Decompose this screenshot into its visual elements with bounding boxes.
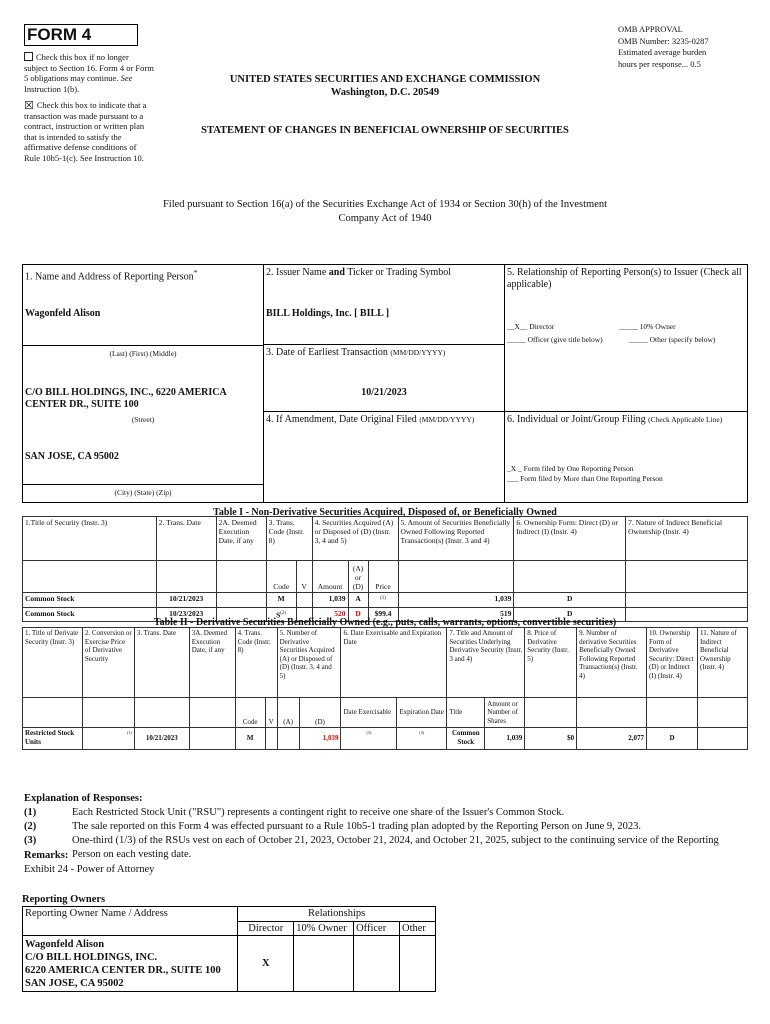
table-non-derivative: 1.Title of Security (Instr. 3) 2. Trans. Date 2A. Deemed Execution Date, if any 3. Trans. Code (Instr. 8) 4. Securities Acquired (A) or Disposed of (D) (Instr. 3, 4 and 5) 5. Amount of Securities Beneficially Owned Following Reported Transaction(s) (Instr. 3 and 4) 6. Ownership Form: Direct (D) or Indirect (I) (Instr. 4) 7. Nature of Indirect Beneficial Ownership (Instr. 4) Code V Amount (A) or (D) Price Common Stock 10/21/2023 M 1,039 A $^{(1)}$ 1,039 D Common Stock 10/23/2023 $S^{(2)}$ 520 D $99.4 519 D (22, 516, 748, 622)
checkbox-icon[interactable] (24, 52, 33, 61)
checkbox-no-longer-subject[interactable]: Check this box if no longer subject to Section 16. Form 4 or Form 5 obligations may continue. See Instruction 1(b). (24, 52, 154, 94)
reporting-owners-table: Reporting Owner Name / Address Relationships Director 10% Owner Officer Other Wagonfeld Alison C/O BILL HOLDINGS, INC. 6220 AMERICA CENTER DR., SUITE 100 SAN JOSE, CA 95002 X (22, 906, 436, 992)
box-relationship: 5. Relationship of Reporting Person(s) to Issuer (Check all applicable) __X__ Director _____ 10% Owner _____ Officer (give title below) _____ Other (specify below) (504, 264, 748, 412)
director-mark: X (238, 936, 294, 992)
agency-heading: UNITED STATES SECURITIES AND EXCHANGE COMMISSION Washington, D.C. 20549 (229, 74, 541, 98)
reporting-owners-heading: Reporting Owners (22, 894, 106, 905)
table-row: Restricted Stock Units $^{(1)}$ 10/21/2023 M 1,039 $^{(3)}$ $^{(3)}$ Common Stock 1,039 $0 2,077 D (23, 728, 748, 750)
explanation-of-responses: Explanation of Responses: (1) Each Restricted Stock Unit ("RSU") represents a contingent right to receive one share of the Issuer's Common Stock. (2) The sale reported on this Form 4 was effected pursuant to a Rule 10b5-1 trading plan adopted by the Reporting Person on June 9, 2023. (3) One-third (1/3) of the RSUs vest on each of October 21, 2023, October 21, 2024, and October 21, 2025, subject to the continuing service of the Reporting Person on each vesting date. (24, 793, 719, 860)
table-derivative: 1. Title of Derivate Security (Instr. 3) 2. Conversion or Exercise Price of Derivative Security 3. Trans. Date 3A. Deemed Execution Date, if any 4. Trans. Code (Instr. 8) 5. Number of Derivative Securities Acquired (A) or Disposed of (D) (Instr. 3, 4 and 5) 6. Date Exercisable and Expiration Date 7. Title and Amount of Securities Underlying Derivative Security (Instr. 3 and 4) 8. Price of Derivative Security (Instr. 5) 9. Number of derivative Securities Beneficially Owned Following Reported Transaction(s) (Instr. 4) 10. Ownership Form of Derivative Security: Direct (D) or Indirect (I) (Instr. 4) 11. Nature of Indirect Beneficial Ownership (Instr. 4) Code V (A) (D) Date Exercisable Expiration Date Title Amount or Number of Shares Restricted Stock Units $^{(1)}$ 10/21/2023 M 1,039 $^{(3)}$ $^{(3)}$ Common Stock 1,039 $0 2,077 D (22, 627, 748, 750)
statement-heading: STATEMENT OF CHANGES IN BENEFICIAL OWNERSHIP OF SECURITIES (201, 125, 569, 136)
table2-title: Table II - Derivative Securities Beneficially Owned (e.g., puts, calls, warrants, options, convertible securities) (153, 617, 617, 628)
reporting-person-name: Wagonfeld Alison (25, 308, 101, 319)
box-issuer: 2. Issuer Name and Ticker or Trading Symbol BILL Holdings, Inc. [ BILL ] (263, 264, 505, 345)
form-title: FORM 4 (24, 24, 138, 46)
filed-pursuant: Filed pursuant to Section 16(a) of the Securities Exchange Act of 1934 or Section 30(h) of the Investment Company Act of 1940 (162, 199, 608, 224)
checked-box-icon[interactable]: ☒ (24, 100, 34, 112)
box-reporting-person: 1. Name and Address of Reporting Person* Wagonfeld Alison (Last) (First) (Middle) C/O BILL HOLDINGS, INC., 6220 AMERICA CENTER DR., SUITE 100 (Street) SAN JOSE, CA 95002 (City) (State) (Zip) (22, 264, 264, 503)
reporting-person-city: SAN JOSE, CA 95002 (25, 451, 119, 462)
table1-title: Table I - Non-Derivative Securities Acquired, Disposed of, or Beneficially Owned (213, 507, 557, 518)
box-filing-type: 6. Individual or Joint/Group Filing (Check Applicable Line) _X _ Form filed by One Reporting Person ___ Form filed by More than One Reporting Person (504, 411, 748, 503)
box-earliest-transaction: 3. Date of Earliest Transaction (MM/DD/YYYY) 10/21/2023 (263, 344, 505, 412)
omb-approval: OMB APPROVAL OMB Number: 3235-0287 Estimated average burden hours per response... 0.5 (618, 24, 709, 69)
checkbox-rule-10b5-1[interactable]: ☒ Check this box to indicate that a transaction was made pursuant to a contract, instruction or written plan that is intended to satisfy the affirmative defense conditions of Rule 10b5-1(c). See Instruction 10. (24, 100, 147, 163)
issuer-name: BILL Holdings, Inc. [ BILL ] (266, 308, 390, 319)
table-row: Common Stock 10/23/2023 $S^{(2)}$ 520 D $99.4 519 D (23, 608, 748, 622)
earliest-date: 10/21/2023 (361, 387, 407, 398)
box-amendment: 4. If Amendment, Date Original Filed (MM/DD/YYYY) (263, 411, 505, 503)
remarks: Remarks: Exhibit 24 - Power of Attorney (24, 850, 155, 875)
table-row: Common Stock 10/21/2023 M 1,039 A $^{(1)}$ 1,039 D (23, 593, 748, 608)
reporting-person-address: C/O BILL HOLDINGS, INC., 6220 AMERICA CENTER DR., SUITE 100 (25, 387, 227, 410)
